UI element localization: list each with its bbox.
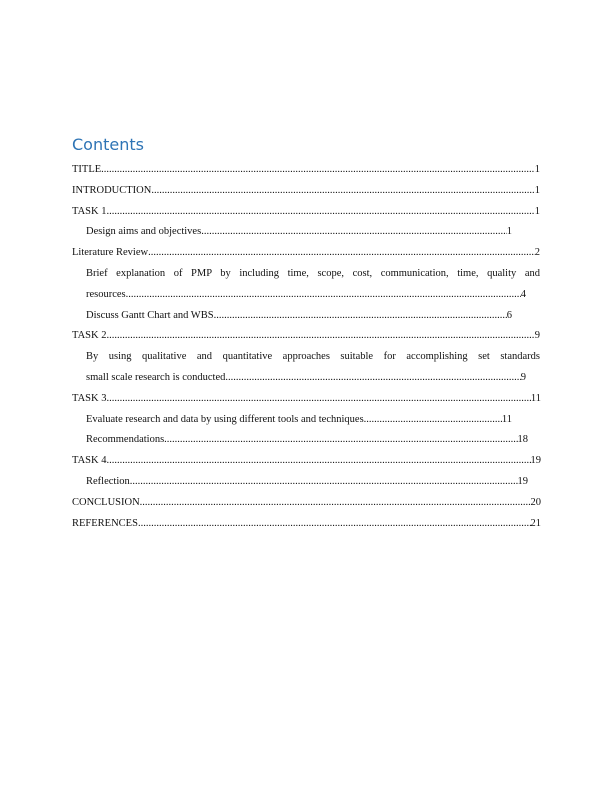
toc-entry-title[interactable]	[72, 160, 540, 181]
toc-entry-design-aims[interactable]	[72, 222, 512, 243]
toc-page-number: 1	[534, 164, 540, 175]
toc-entry-label: TASK 2	[72, 330, 107, 342]
toc-entry-label: Discuss Gantt Chart and WBS	[86, 309, 214, 321]
toc-entry-references[interactable]	[72, 514, 541, 535]
toc-entry-task-3[interactable]	[72, 389, 541, 410]
toc-entry-label-line1: Brief explanation of PMP by including time, scope, cost, communication, time, quality and	[86, 267, 540, 279]
toc-leader-dots	[126, 285, 521, 306]
toc-leader-dots	[106, 202, 534, 223]
toc-entry-label-line2: small scale research is conducted	[86, 371, 226, 383]
toc-page-number: 9	[520, 371, 526, 383]
toc-entry-gantt-wbs[interactable]	[72, 306, 512, 327]
toc-entry-label: TASK 3	[72, 392, 107, 404]
toc-leader-dots	[106, 389, 530, 410]
toc-entry-label-line2: resources	[86, 288, 126, 300]
toc-entry-task-1[interactable]	[72, 202, 540, 223]
toc-leader-dots	[106, 451, 530, 472]
toc-leader-dots	[138, 514, 531, 535]
toc-entry-label: Evaluate research and data by using different tools and techniques	[86, 413, 364, 425]
toc-page-number: 1	[506, 226, 512, 238]
toc-page-number: 21	[530, 517, 541, 529]
toc-leader-dots	[151, 181, 534, 202]
toc-entry-label: TASK 4	[72, 455, 107, 467]
toc-leader-dots	[106, 326, 534, 347]
toc-page-number: 11	[501, 413, 512, 425]
toc-leader-dots	[364, 410, 502, 431]
toc-entry-task-4[interactable]	[72, 451, 541, 472]
toc-entry-pmp-explanation[interactable]	[72, 264, 540, 306]
toc-entry-qualitative-quantitative[interactable]	[72, 347, 540, 389]
toc-entry-task-2[interactable]	[72, 326, 540, 347]
toc-entry-recommendations[interactable]	[72, 430, 528, 451]
toc-page-number: 1	[534, 184, 540, 196]
toc-entry-label: REFERENCES	[72, 517, 138, 529]
toc-leader-dots	[225, 368, 520, 389]
toc-entry-introduction[interactable]	[72, 181, 540, 202]
toc-entry-label: Reflection	[86, 475, 130, 487]
toc-page-number: 19	[530, 455, 541, 467]
toc-page-number: 9	[534, 330, 540, 342]
toc-page-number: 6	[506, 309, 512, 321]
toc-leader-dots	[130, 472, 518, 493]
table-of-contents	[72, 134, 540, 534]
toc-page-number: 4	[520, 288, 526, 300]
toc-leader-dots	[140, 493, 531, 514]
toc-leader-dots	[214, 306, 507, 327]
toc-leader-dots	[201, 222, 507, 243]
toc-entry-label: TITLE	[72, 164, 102, 175]
toc-entry-label: TASK 1	[72, 205, 107, 217]
toc-entry-label: Design aims and objectives	[86, 226, 202, 238]
toc-heading: Contents	[72, 135, 144, 154]
toc-page-number: 20	[530, 496, 541, 508]
toc-page-number: 2	[534, 247, 540, 259]
toc-page-number: 1	[534, 205, 540, 217]
toc-leader-dots	[164, 430, 517, 451]
toc-entry-label-line1: By using qualitative and quantitative approaches suitable for accomplishing set standards	[86, 351, 540, 363]
toc-leader-dots	[101, 160, 535, 181]
toc-entry-conclusion[interactable]	[72, 493, 541, 514]
toc-entry-literature-review[interactable]	[72, 243, 540, 264]
toc-entry-reflection[interactable]	[72, 472, 528, 493]
toc-leader-dots	[148, 243, 535, 264]
toc-entry-label: CONCLUSION	[72, 496, 140, 508]
toc-entry-evaluate-research[interactable]	[72, 410, 512, 431]
toc-page-number: 19	[517, 475, 528, 487]
toc-entry-label: INTRODUCTION	[72, 184, 152, 196]
toc-entry-label: Recommendations	[86, 434, 165, 446]
toc-page-number: 11	[530, 392, 541, 404]
toc-page-number: 18	[517, 434, 528, 446]
toc-entry-label: Literature Review	[72, 247, 149, 259]
